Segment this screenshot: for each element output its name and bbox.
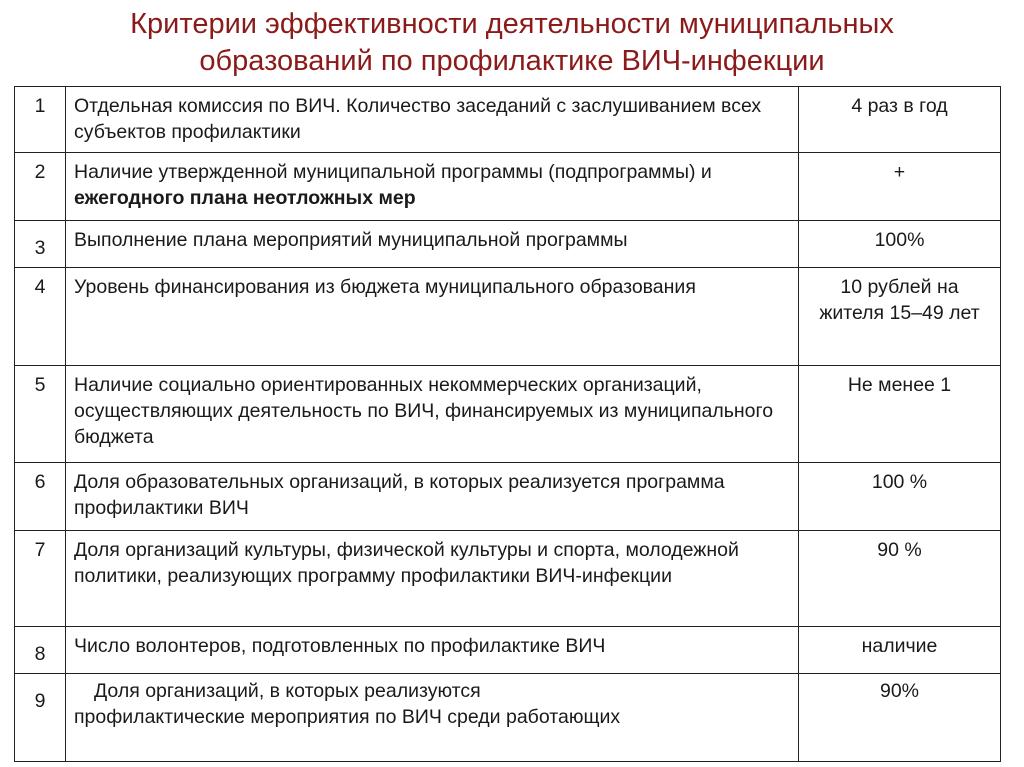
table-row xyxy=(15,366,1001,463)
row-criterion: Уровень финансирования из бюджета муниципального образования xyxy=(66,268,799,366)
row-criterion: Доля организаций культуры, физической культуры и спорта, молодежной политики, реализующих программу профилактики ВИЧ-инфекции xyxy=(66,531,799,627)
row-value: 10 рублей на жителя 15–49 лет xyxy=(799,268,1001,366)
page-title xyxy=(0,6,1024,80)
row-number: 2 xyxy=(15,153,66,221)
row-criterion xyxy=(66,674,799,762)
row-number: 5 xyxy=(15,366,66,463)
row-criterion: Число волонтеров, подготовленных по профилактике ВИЧ xyxy=(66,627,799,674)
table-row xyxy=(15,87,1001,153)
table-row xyxy=(15,674,1001,762)
row-criterion: Выполнение плана мероприятий муниципальной программы xyxy=(66,221,799,268)
title-line-2: образований по профилактике ВИЧ-инфекции xyxy=(199,45,825,77)
table-row xyxy=(15,627,1001,674)
row-value: 100 % xyxy=(799,463,1001,531)
row-value: + xyxy=(799,153,1001,221)
table-row xyxy=(15,531,1001,627)
row-number: 9 xyxy=(15,674,66,762)
row-value: 90 % xyxy=(799,531,1001,627)
row-number: 7 xyxy=(15,531,66,627)
row-number: 8 xyxy=(15,627,66,674)
criteria-table xyxy=(14,86,1001,762)
row-number: 3 xyxy=(15,221,66,268)
row-criterion: Отдельная комиссия по ВИЧ. Количество заседаний с заслушиванием всех субъектов профилактики xyxy=(66,87,799,153)
row-criterion-line-1: Доля организаций, в которых реализуются xyxy=(94,680,481,702)
row-value: 4 раз в год xyxy=(799,87,1001,153)
row-number: 6 xyxy=(15,463,66,531)
row-criterion: Наличие социально ориентированных некоммерческих организаций, осуществляющих деятельность по ВИЧ, финансируемых из муниципального бюджета xyxy=(66,366,799,463)
table-row xyxy=(15,153,1001,221)
row-criterion-text: Наличие утвержденной муниципальной программы (подпрограммы) и xyxy=(74,161,712,183)
row-value: наличие xyxy=(799,627,1001,674)
row-value: 100% xyxy=(799,221,1001,268)
row-criterion-bold: ежегодного плана неотложных мер xyxy=(74,187,416,209)
row-value: 90% xyxy=(799,674,1001,762)
table-row xyxy=(15,268,1001,366)
row-criterion-line-2: профилактические мероприятия по ВИЧ среди работающих xyxy=(74,706,621,728)
row-number: 4 xyxy=(15,268,66,366)
title-line-1: Критерии эффективности деятельности муниципальных xyxy=(130,8,894,40)
row-number: 1 xyxy=(15,87,66,153)
table-row xyxy=(15,221,1001,268)
row-value: Не менее 1 xyxy=(799,366,1001,463)
table-row xyxy=(15,463,1001,531)
row-criterion xyxy=(66,153,799,221)
row-criterion: Доля образовательных организаций, в которых реализуется программа профилактики ВИЧ xyxy=(66,463,799,531)
